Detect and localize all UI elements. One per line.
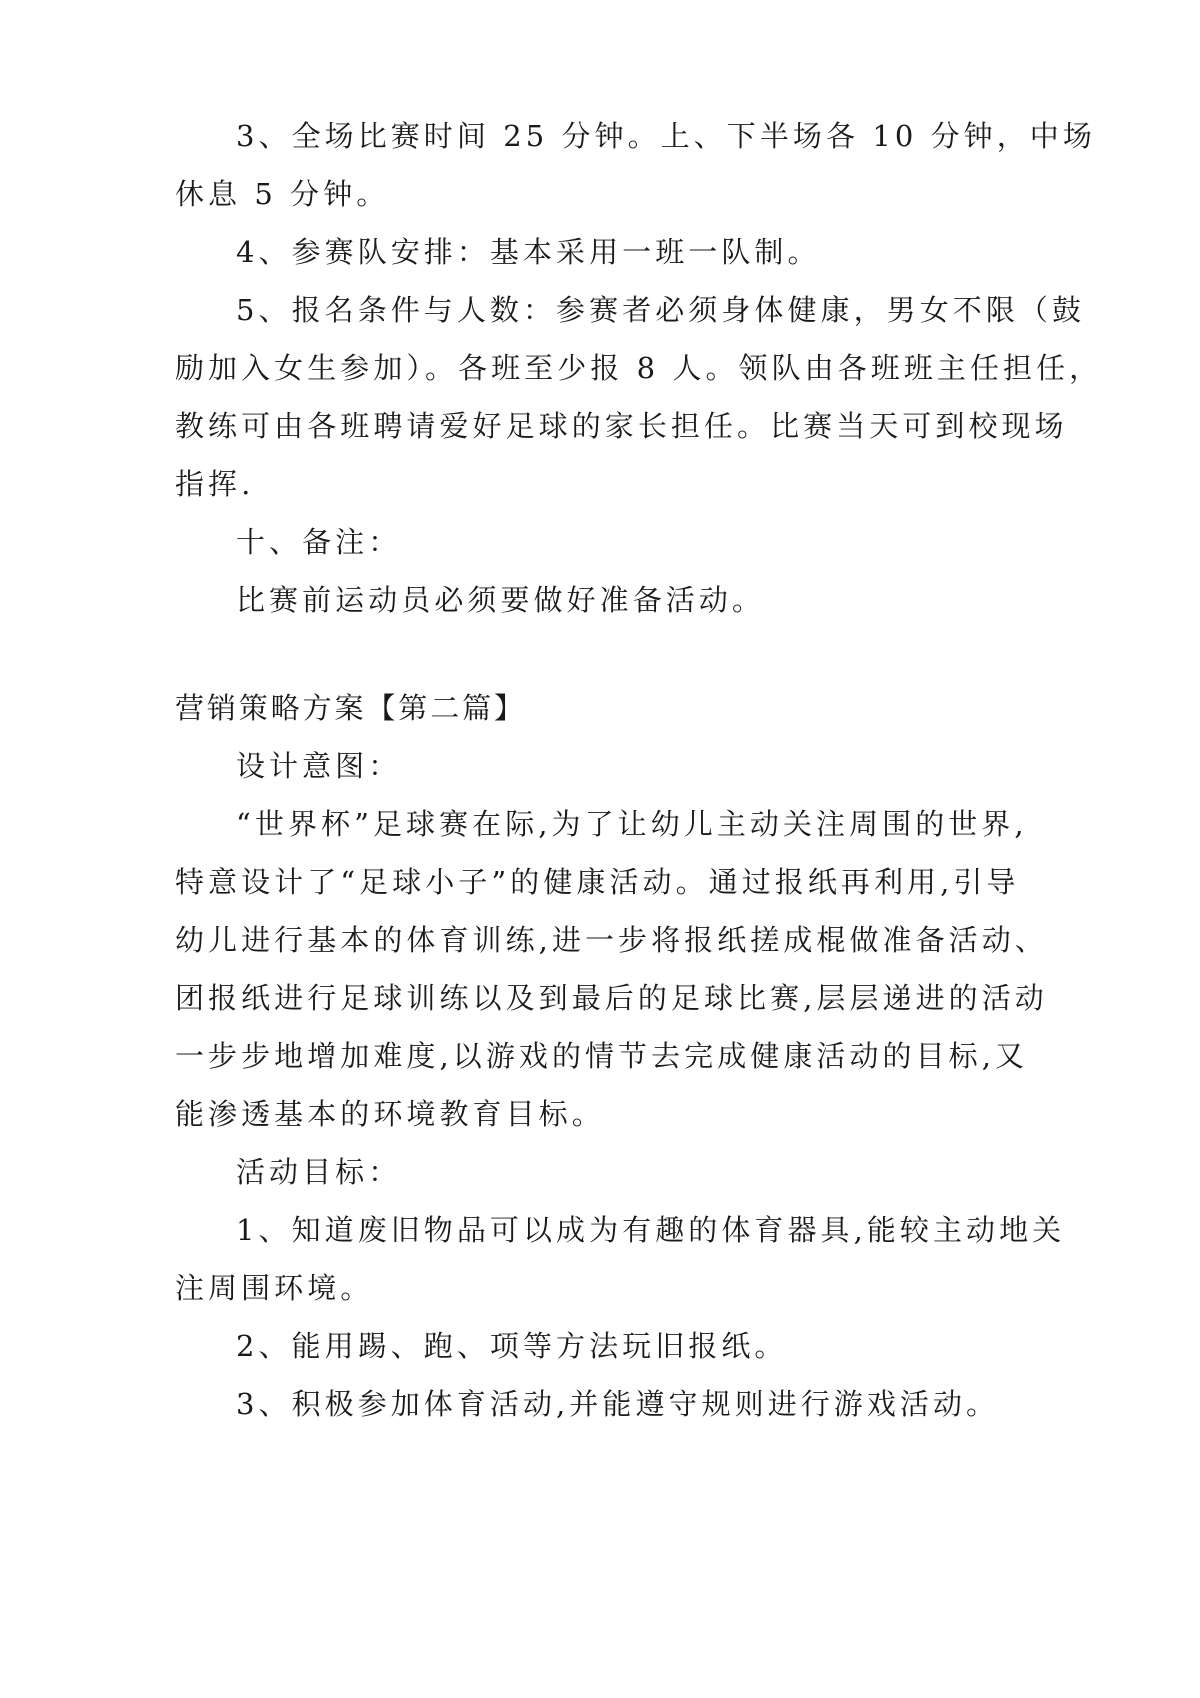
design-heading: 设计意图： <box>236 749 402 783</box>
goal1-line1: 1、知道废旧物品可以成为有趣的体育器具,能较主动地关 <box>236 1213 1066 1247</box>
design-line5: 一步步地增加难度,以游戏的情节去完成健康活动的目标,又 <box>175 1039 1029 1073</box>
item4-text: 4、参赛队安排：基本采用一班一队制。 <box>236 235 821 269</box>
item5-line2: 励加入女生参加）。各班至少报 8 人。领队由各班班主任担任， <box>175 351 1103 385</box>
note-heading: 十、备注： <box>236 525 402 559</box>
goal3-text: 3、积极参加体育活动,并能遵守规则进行游戏活动。 <box>236 1387 1000 1421</box>
design-line6: 能渗透基本的环境教育目标。 <box>175 1097 605 1131</box>
item5-line1: 5、报名条件与人数：参赛者必须身体健康，男女不限（鼓 <box>236 293 1086 327</box>
design-line3: 幼儿进行基本的体育训练,进一步将报纸搓成棍做准备活动、 <box>175 923 1048 957</box>
item3-line1: 3、全场比赛时间 25 分钟。上、下半场各 10 分钟，中场 <box>236 119 1096 153</box>
goals-heading: 活动目标： <box>236 1155 402 1189</box>
item3-line2: 休息 5 分钟。 <box>175 177 390 211</box>
goal2-text: 2、能用踢、跑、项等方法玩旧报纸。 <box>236 1329 788 1363</box>
design-line4: 团报纸进行足球训练以及到最后的足球比赛,层层递进的活动 <box>175 981 1048 1015</box>
design-line1: “世界杯”足球赛在际,为了让幼儿主动关注周围的世界, <box>236 807 1028 841</box>
section-title: 营销策略方案【第二篇】 <box>175 691 526 725</box>
item5-line4: 指挥. <box>175 467 255 501</box>
goal1-line2: 注周围环境。 <box>175 1271 374 1305</box>
design-line2: 特意设计了“足球小子”的健康活动。通过报纸再利用,引导 <box>175 865 1020 899</box>
item5-line3: 教练可由各班聘请爱好足球的家长担任。比赛当天可到校现场 <box>175 409 1068 443</box>
note-text: 比赛前运动员必须要做好准备活动。 <box>236 583 765 617</box>
